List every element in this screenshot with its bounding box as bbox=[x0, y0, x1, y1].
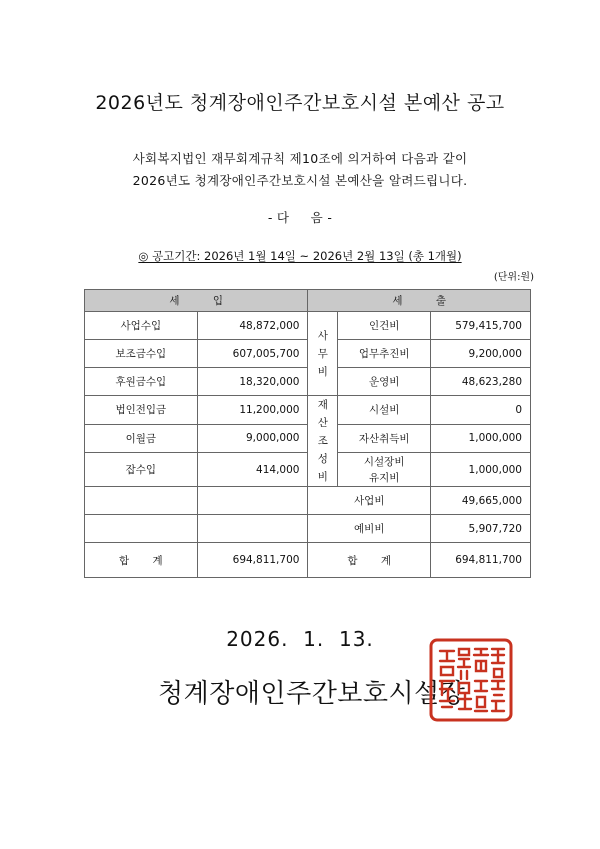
expense-amount: 5,907,720 bbox=[431, 515, 531, 543]
intro-text bbox=[0, 148, 600, 192]
page-title: 2026년도 청계장애인주간보호시설 본예산 공고 bbox=[95, 92, 505, 114]
income-amount: 18,320,000 bbox=[197, 368, 308, 396]
expense-amount: 579,415,700 bbox=[431, 312, 531, 340]
expense-label: 자산취득비 bbox=[338, 424, 431, 453]
signature: 청계장애인주간보호시설장 bbox=[158, 679, 466, 709]
group-property: 재 산 조 성 비 bbox=[308, 396, 338, 487]
section-marker: - 다 음 - bbox=[267, 210, 333, 225]
expense-amount: 9,200,000 bbox=[431, 340, 531, 368]
header-expense: 세 출 bbox=[308, 290, 531, 312]
table-header-row bbox=[85, 290, 531, 312]
empty-cell bbox=[197, 515, 308, 543]
empty-cell bbox=[85, 515, 198, 543]
expense-label: 업무추진비 bbox=[338, 340, 431, 368]
notice-date: 2026. 1. 13. bbox=[226, 627, 374, 651]
income-amount: 9,000,000 bbox=[197, 424, 308, 453]
empty-cell bbox=[197, 487, 308, 515]
income-amount: 48,872,000 bbox=[197, 312, 308, 340]
table-row bbox=[85, 515, 531, 543]
budget-table bbox=[84, 289, 531, 578]
total-expense-amount: 694,811,700 bbox=[431, 543, 531, 578]
expense-label: 예비비 bbox=[308, 515, 431, 543]
empty-cell bbox=[85, 487, 198, 515]
income-label: 잡수입 bbox=[85, 453, 198, 487]
expense-label: 운영비 bbox=[338, 368, 431, 396]
table-row bbox=[85, 424, 531, 453]
income-label: 후원금수입 bbox=[85, 368, 198, 396]
income-label: 보조금수입 bbox=[85, 340, 198, 368]
income-amount: 414,000 bbox=[197, 453, 308, 487]
notice-period bbox=[0, 248, 600, 264]
table-row bbox=[85, 368, 531, 396]
table-row bbox=[85, 312, 531, 340]
official-seal-icon bbox=[428, 637, 514, 723]
intro-line-1: 사회복지법인 재무회계규칙 제10조에 의거하여 다음과 같이 bbox=[132, 151, 468, 166]
income-label: 이월금 bbox=[85, 424, 198, 453]
total-income-amount: 694,811,700 bbox=[197, 543, 308, 578]
income-label: 사업수입 bbox=[85, 312, 198, 340]
expense-amount: 1,000,000 bbox=[431, 424, 531, 453]
table-row bbox=[85, 396, 531, 425]
expense-label: 시설장비 유지비 bbox=[338, 453, 431, 487]
income-label: 법인전입금 bbox=[85, 396, 198, 425]
header-income: 세 입 bbox=[85, 290, 308, 312]
expense-amount: 0 bbox=[431, 396, 531, 425]
group-office: 사 무 비 bbox=[308, 312, 338, 396]
unit-label: (단위:원) bbox=[493, 272, 534, 283]
expense-amount: 1,000,000 bbox=[431, 453, 531, 487]
notice-period-text: ◎ 공고기간: 2026년 1월 14일 ~ 2026년 2월 13일 (총 1개월) bbox=[138, 249, 462, 263]
table-row bbox=[85, 487, 531, 515]
total-income-label: 합 계 bbox=[85, 543, 198, 578]
expense-label: 사업비 bbox=[308, 487, 431, 515]
table-row bbox=[85, 340, 531, 368]
total-expense-label: 합 계 bbox=[308, 543, 431, 578]
total-row bbox=[85, 543, 531, 578]
expense-label: 인건비 bbox=[338, 312, 431, 340]
table-row bbox=[85, 453, 531, 487]
income-amount: 11,200,000 bbox=[197, 396, 308, 425]
expense-amount: 49,665,000 bbox=[431, 487, 531, 515]
expense-label: 시설비 bbox=[338, 396, 431, 425]
income-amount: 607,005,700 bbox=[197, 340, 308, 368]
intro-line-2: 2026년도 청계장애인주간보호시설 본예산을 알려드립니다. bbox=[132, 173, 468, 188]
expense-amount: 48,623,280 bbox=[431, 368, 531, 396]
